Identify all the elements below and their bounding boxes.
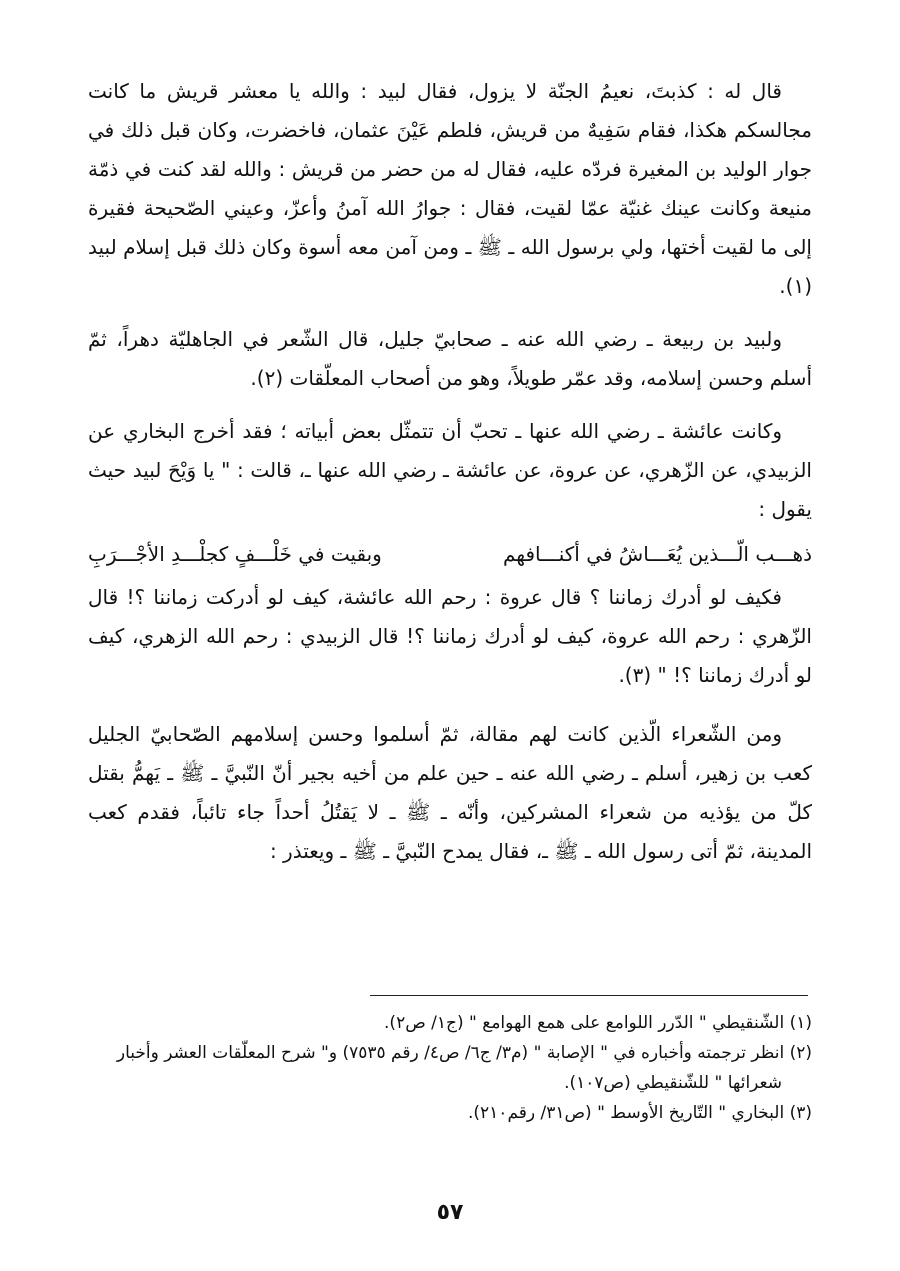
page-number: ٥٧ — [436, 1200, 464, 1225]
paragraph-4: ومن الشّعراء الّذين كانت لهم مقالة، ثمّ أسلموا وحسن إسلامهم الصّحابيّ الجليل كعب بن زهير، أسلم ـ رضي الله عنه ـ حين علم من أخيه بجير أنّ النّبيَّ ـ ﷺ ـ يَهمُّ بقتل كلّ من يؤذيه من شعراء المشركين، وأنّه ـ ﷺ ـ لا يَقتُلُ أحداً جاء تائباً، فقدم كعب المدينة، ثمّ أتى رسول الله ـ ﷺ ـ، فقال يمدح النّبيَّ ـ ﷺ ـ ويعتذر : — [88, 722, 812, 863]
spacer — [88, 695, 812, 715]
spacer — [88, 398, 812, 412]
footnote-1: (١) الشّنقيطي " الدّرر اللوامع على همع الهوامع " (ج١/ ص٢). — [384, 1013, 812, 1033]
page-body — [88, 72, 812, 871]
footnote-2: (٢) انظر ترجمته وأخباره في " الإصابة " (م٣/ ج٦/ ص٤/ رقم ٧٥٣٥) و" شرح المعلّقات العشر وأخبار — [116, 1043, 812, 1063]
poem-verse — [88, 535, 812, 574]
paragraph-1: قال له : كذبتَ، نعيمُ الجنّة لا يزول، فقال لبيد : والله يا معشر قريش ما كانت مجالسكم هكذا، فقام سَفِيهٌ من قريش، فلطم عَيْنَ عثمان، فاخضرت، وكان قبل ذلك في جوار الوليد بن المغيرة فردّه عليه، فقال له من حضر من قريش : والله لقد كنت في ذمّة منيعة وكانت عينك غنيّة عمّا لقيت، فقال : جوارُ الله آمنُ وأعزّ، وعيني الصّحيحة فقيرة إلى ما لقيت أختها، ولي برسول الله ـ ﷺ ـ ومن آمن معه أسوة وكان ذلك قبل إسلام لبيد (١). — [88, 79, 812, 298]
footnote-3: (٣) البخاري " التّاريخ الأوسط " (ص٣١/ رقم٢١٠). — [468, 1103, 812, 1123]
footnote-2-continued: شعرائها " للشّنقيطي (ص١٠٧). — [564, 1073, 782, 1093]
paragraph-3: وكانت عائشة ـ رضي الله عنها ـ تحبّ أن تتمثّل بعض أبياته ؛ فقد أخرج البخاري عن الزبيدي، عن الزّهري، عن عروة، عن عائشة ـ رضي الله عنها ـ، قالت : " يا وَيْحَ لبيد حيث يقول : — [88, 419, 812, 521]
paragraph-2: ولبيد بن ربيعة ـ رضي الله عنه ـ صحابيّ جليل، قال الشّعر في الجاهليّة دهراً، ثمّ أسلم وحسن إسلامه، وقد عمّر طويلاً، وهو من أصحاب المعلّقات (٢). — [88, 327, 812, 390]
paragraph-after-verse: فكيف لو أدرك زماننا ؟ قال عروة : رحم الله عائشة، كيف لو أدركت زماننا ؟! قال الزّهري : رحم الله عروة، كيف لو أدرك زماننا ؟! قال الزبيدي : رحم الله الزهري، كيف لو أدرك زماننا ؟! " (٣). — [88, 585, 812, 687]
spacer — [88, 306, 812, 320]
verse-first-hemistich: ذهـــب الّـــذين يُعَـــاشُ في أكنـــافهم — [502, 542, 812, 566]
footnotes — [88, 1008, 812, 1128]
verse-second-hemistich: وبقيت في خَلْـــفٍ كجلْـــدِ الأجْـــرَبِ — [88, 542, 382, 566]
footnote-separator — [370, 995, 808, 996]
